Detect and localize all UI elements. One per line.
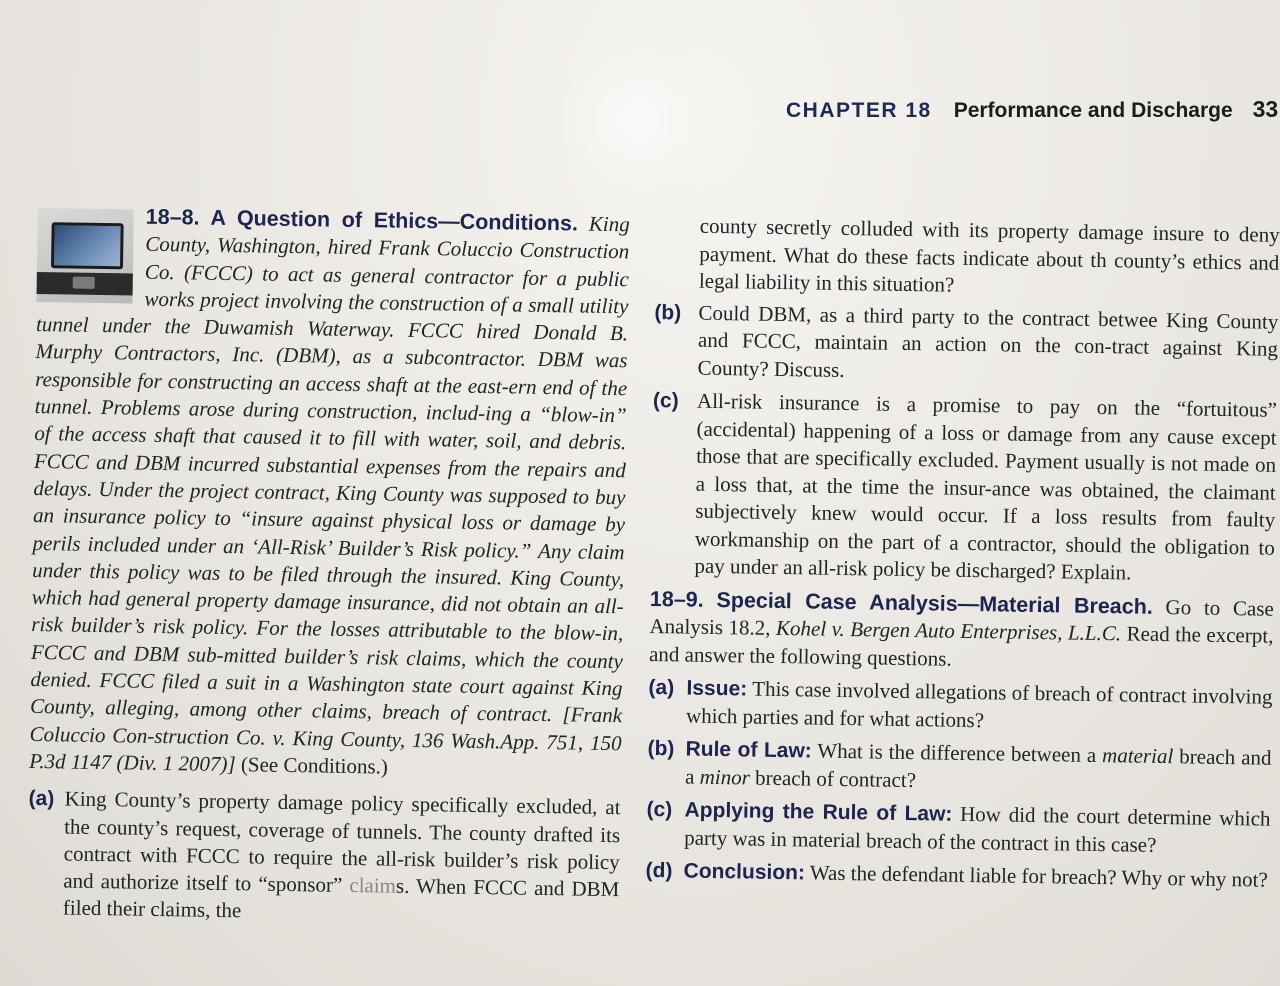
problem-18-8 [29,202,630,784]
case-question-b-material: material [1101,743,1174,769]
left-column [27,202,630,931]
question-c [650,387,1277,589]
case-question-a-head: Issue: [686,676,748,701]
question-b-label: (b) [654,300,682,324]
case-question-b [647,735,1272,800]
case-question-d-text: Was the defendant liable for breach? Why or why not? [804,860,1268,892]
intro-case-name: Kohel v. Bergen Auto Enterprises, L.L.C. [775,615,1122,646]
case-question-b-text-2: breach and a [684,744,1272,789]
light-glare [560,40,710,200]
problem-body: King County, Washington, hired Frank Coluccio Construction Co. (FCCC) to act as general contractor for a public works project involving the construction of a small utility tunnel under the Duwamish Waterway. FCCC hired Donald B. Murphy Contractors, Inc. (DBM), as a subcontractor. DBM was responsible for constructing an access shaft at the east-ern end of the tunnel. Problems arose during construction, includ-ing a “blow-in” of the access shaft that caused it to fill with water, soil, and debris. FCCC and DBM incurred substantial expenses from the repairs and delays. Under the project contract, King County was supposed to buy an insurance policy to “insure against physical loss or damage by perils included under an ‘All-Risk’ Builder’s Risk policy.” Any claim under this policy was to be filed through the insured. King County, which had general property damage insurance, did not obtain an all-risk builder’s risk policy. For the losses attributable to the blow-in, FCCC and DBM sub-mitted builder’s risk claims, which the county denied. FCCC filed a suit in a Washington state court against King County, alleging, among other claims, breach of contract. [ [29,211,630,727]
problem-title: A Question of Ethics—Conditions. [210,205,579,236]
question-a-text-end: s. When FCCC and DBM filed their claims, the [62,873,620,923]
problem-18-9 [649,585,1274,677]
citation-case: Frank Coluccio Con-struction Co. v. King County, [29,702,623,752]
question-c-text: All-risk insurance is a promise to pay on the “fortuitous” (accidental) happening of a loss or damage from any cause except those that are specifically excluded. Payment usually is not made on a loss that, at the time the insur-ance was obtained, the claimant subjectively knew would occur. If a loss results from faulty workmanship on the part of a contractor, should the obligation to pay under an all-risk policy be discharged? Explain. [694,388,1278,585]
case-question-c-label: (c) [646,797,673,822]
case-question-a-text: This case involved allegations of breach of contract involving which parties and for what actions? [685,676,1273,732]
question-a-label: (a) [28,787,55,811]
case-question-a [648,674,1273,739]
case-question-b-text-3: breach of contract? [749,765,917,792]
problem-title-2: Special Case Analysis—Material Breach. [716,587,1153,619]
question-c-label: (c) [652,388,679,413]
question-a-text: King County’s property damage policy specifically excluded, at the county’s request, coverage of tunnels. The county drafted its contract with FCCC to require the all-risk builder’s risk policy and authorize itself to “sponsor” [63,786,621,898]
case-question-d-head: Conclusion: [683,859,806,885]
case-question-b-text-1: What is the difference between a [811,738,1103,768]
see-reference: (See Conditions.) [240,752,389,779]
case-question-c-text: How did the court determine which party was in material breach of the contract in this case? [683,801,1271,857]
question-b-text: Could DBM, as a third party to the contract betwee King County and FCCC, maintain an action on the con-tract against King County? Discuss. [697,300,1279,382]
case-question-c-head: Applying the Rule of Law: [684,798,953,826]
case-question-d [645,857,1269,894]
problem-number: 18–8. [145,204,200,230]
problem-number-2: 18–9. [649,586,704,612]
case-question-a-label: (a) [648,675,675,700]
page-number: 33 [1252,96,1279,122]
running-header [786,96,1280,123]
case-question-b-minor: minor [699,764,751,790]
case-question-c [646,796,1271,861]
case-question-b-head: Rule of Law: [685,737,812,763]
ethics-video-thumbnail-icon[interactable] [36,208,133,303]
intro-text-2: Read the excerpt, and answer the following questions. [648,621,1274,671]
question-a-faded: claim [349,873,397,898]
citation-reporter: 136 Wash.App. 751, 150 P.3d 1147 (Div. 1 2007)] [29,727,622,777]
question-a [27,785,621,931]
intro-text-1: Go to Case Analysis 18.2, [649,594,1275,640]
chapter-label: CHAPTER 18 [786,99,932,122]
question-a-continued: county secretly colluded with its property damage insure to deny payment. What do these facts indicate about th county’s ethics and legal liability in this situation? [698,213,1280,297]
question-b [653,298,1278,390]
right-column [645,212,1279,894]
case-question-d-label: (d) [645,858,673,883]
case-question-b-label: (b) [647,736,675,761]
chapter-title: Performance and Discharge [953,99,1233,122]
